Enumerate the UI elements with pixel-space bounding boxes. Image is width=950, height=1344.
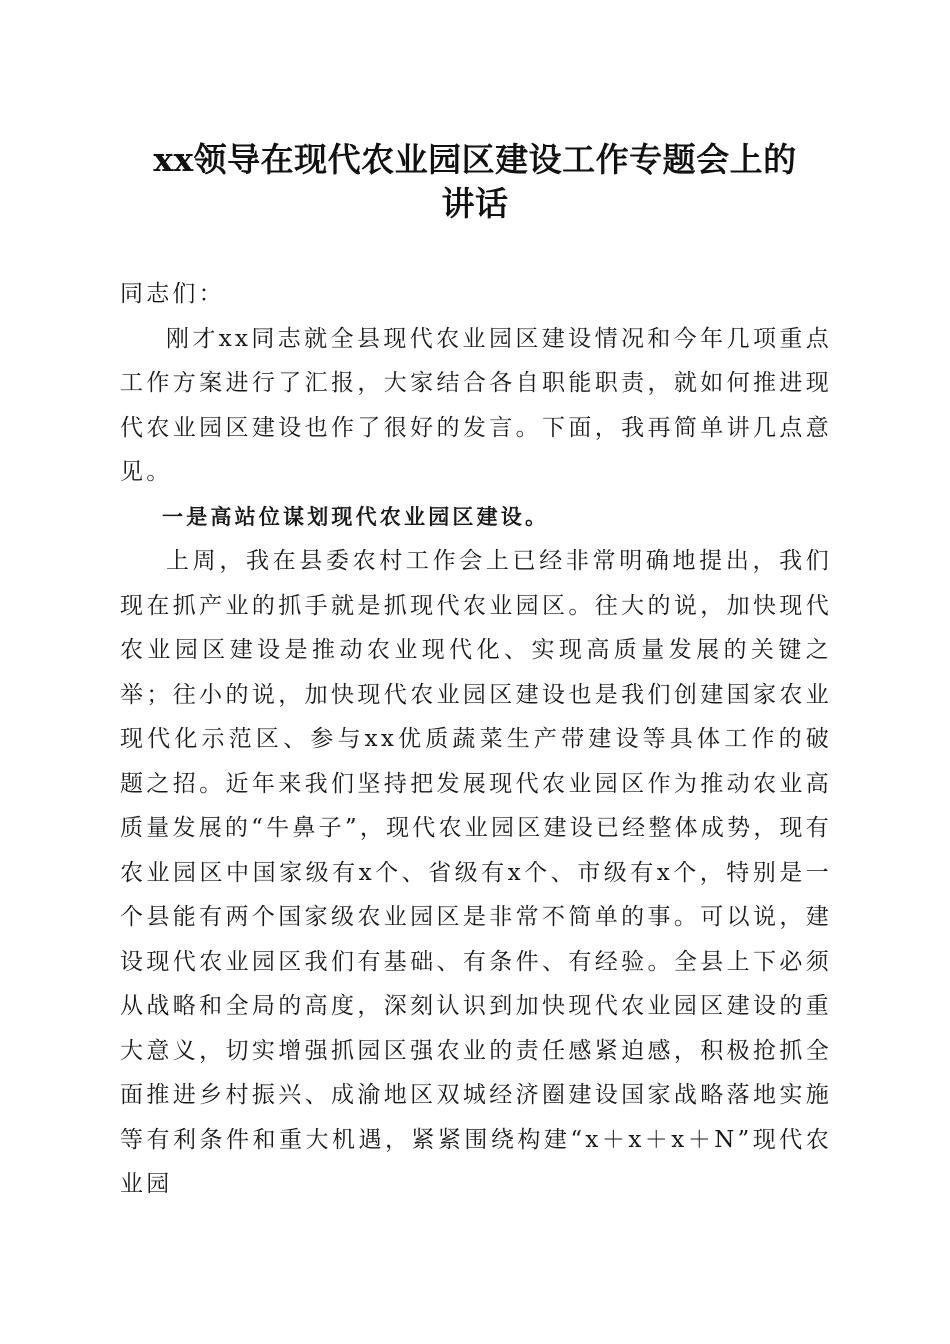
document-title <box>110 138 840 226</box>
title-line-2: 讲话 <box>441 184 509 223</box>
title-line-1: xx领导在现代农业园区建设工作专题会上的 <box>153 140 797 179</box>
paragraph-section-one: 上周，我在县委农村工作会上已经非常明确地提出，我们现在抓产业的抓手就是抓现代农业园区。往大的说，加快现代农业园区建设是推动农业现代化、实现高质量发展的关键之举；往小的说，加快现代农业园区建设也是我们创建国家农业现代化示范区、参与xx优质蔬菜生产带建设等具体工作的破题之招。近年来我们坚持把发展现代农业园区作为推动农业高质量发展的“牛鼻子”，现代农业园区建设已经整体成势，现有农业园区中国家级有x个、省级有x个、市级有x个，特别是一个县能有两个国家级农业园区是非常不简单的事。可以说，建设现代农业园区我们有基础、有条件、有经验。全县上下必须从战略和全局的高度，深刻认识到加快现代农业园区建设的重大意义，切实增强抓园区强农业的责任感紧迫感，积极抢抓全面推进乡村振兴、成渝地区双城经济圈建设国家战略落地实施等有利条件和重大机遇，紧紧围绕构建“x＋x＋x＋N”现代农业园 <box>120 548 832 1197</box>
document-body <box>120 272 832 1207</box>
section-heading: 一是高站位谋划现代农业园区建设。 <box>162 503 550 529</box>
paragraph-intro: 刚才xx同志就全县现代农业园区建设情况和今年几项重点工作方案进行了汇报，大家结合各自职能职责，就如何推进现代农业园区建设也作了很好的发言。下面，我再简单讲几点意见。 <box>120 325 832 485</box>
salutation: 同志们： <box>120 281 225 307</box>
